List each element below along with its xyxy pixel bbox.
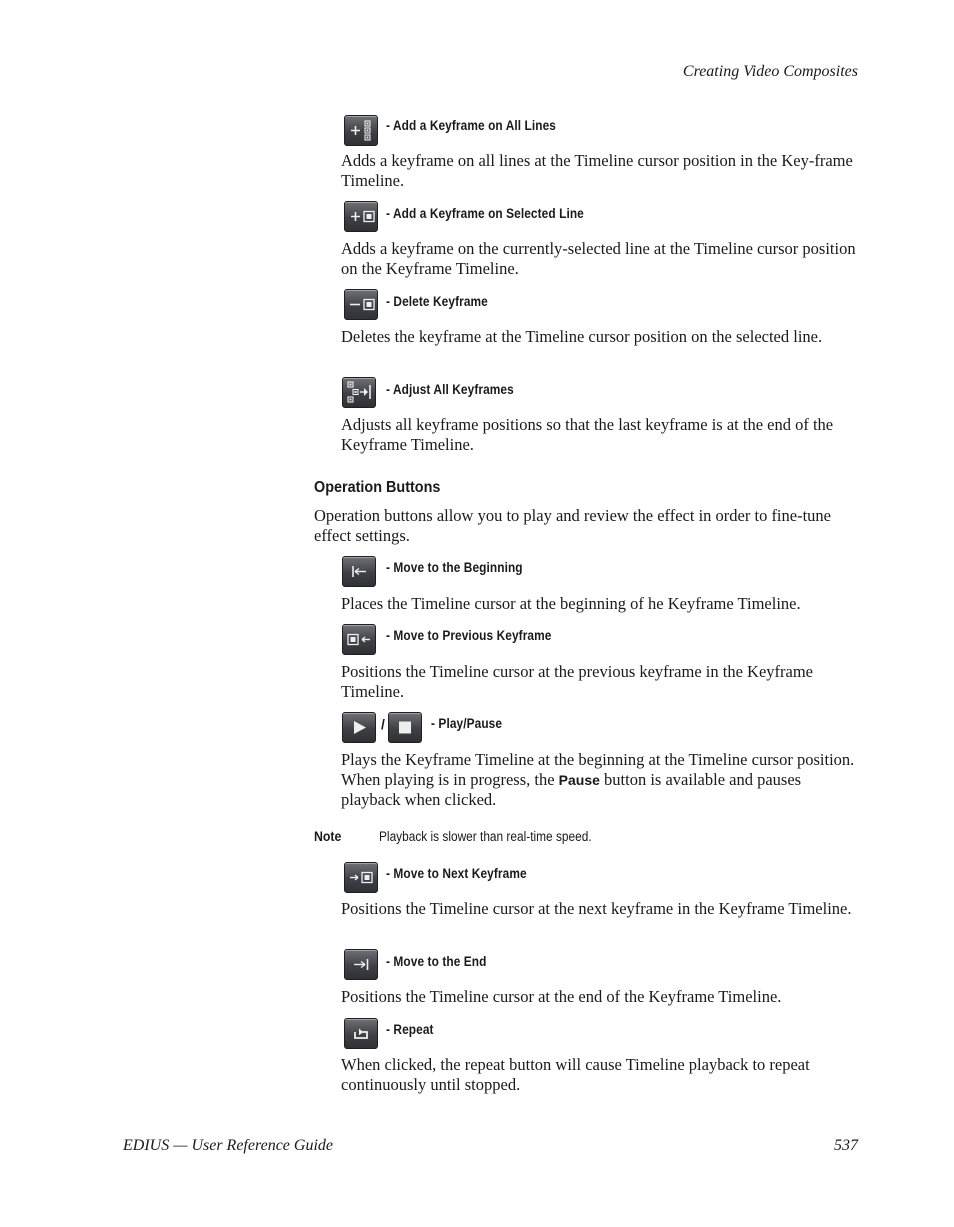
repeat-description: When clicked, the repeat button will cause Timeline playback to repeat continuously until stopped. [341,1055,810,1094]
running-footer: EDIUS — User Reference Guide [123,1137,334,1154]
adjust-all-keyframes-icon[interactable] [342,377,376,408]
delete-keyframe-label: - Delete Keyframe [386,294,488,309]
adjust-all-keyframes-description: Adjusts all keyframe positions so that the last keyframe is at the end of the Keyframe Timeline. [341,415,834,454]
adjust-all-keyframes-label: - Adjust All Keyframes [386,382,514,397]
previous-keyframe-icon[interactable] [342,624,376,655]
note-label: Note [314,828,342,844]
move-to-beginning-label: - Move to the Beginning [386,560,523,575]
add-keyframe-all-lines-label: - Add a Keyframe on All Lines [386,118,557,133]
previous-keyframe-label: - Move to Previous Keyframe [386,628,552,643]
add-keyframe-selected-line-description: Adds a keyframe on the currently-selected line at the Timeline cursor position on the Keyframe Timeline. [341,239,856,278]
operation-buttons-heading: Operation Buttons [314,479,441,496]
next-keyframe-description: Positions the Timeline cursor at the next keyframe in the Keyframe Timeline. [341,899,852,918]
next-keyframe-icon[interactable] [344,862,378,893]
move-to-beginning-icon[interactable] [342,556,376,587]
add-keyframe-all-lines-description: Adds a keyframe on all lines at the Timeline cursor position in the Key-frame Timeline. [341,151,853,190]
running-header: Creating Video Composites [682,63,858,80]
play-pause-separator: / [381,716,385,732]
play-pause-label: - Play/Pause [431,716,503,731]
move-to-end-description: Positions the Timeline cursor at the end of the Keyframe Timeline. [341,987,782,1006]
repeat-label: - Repeat [386,1022,434,1037]
move-to-beginning-description: Places the Timeline cursor at the beginning of he Keyframe Timeline. [341,594,801,613]
add-keyframe-all-lines-icon[interactable] [344,115,378,146]
delete-keyframe-icon[interactable] [344,289,378,320]
add-keyframe-selected-line-label: - Add a Keyframe on Selected Line [386,206,584,221]
add-keyframe-selected-line-icon[interactable] [344,201,378,232]
move-to-end-icon[interactable] [344,949,378,980]
stop-icon[interactable] [388,712,422,743]
next-keyframe-label: - Move to Next Keyframe [386,866,527,881]
operation-buttons-intro: Operation buttons allow you to play and review the effect in order to fine-tune effect settings. [314,506,831,545]
previous-keyframe-description: Positions the Timeline cursor at the previous keyframe in the Keyframe Timeline. [341,662,813,701]
note-text: Playback is slower than real-time speed. [379,829,592,844]
play-pause-description: Plays the Keyframe Timeline at the beginning at the Timeline cursor position. When playing is in progress, the Pause button is available and pauses playback when clicked. [341,750,855,809]
repeat-icon[interactable] [344,1018,378,1049]
move-to-end-label: - Move to the End [386,954,487,969]
pause-inline-label: Pause [558,772,600,788]
play-icon[interactable] [342,712,376,743]
page-number: 537 [834,1137,858,1154]
delete-keyframe-description: Deletes the keyframe at the Timeline cursor position on the selected line. [341,327,823,346]
